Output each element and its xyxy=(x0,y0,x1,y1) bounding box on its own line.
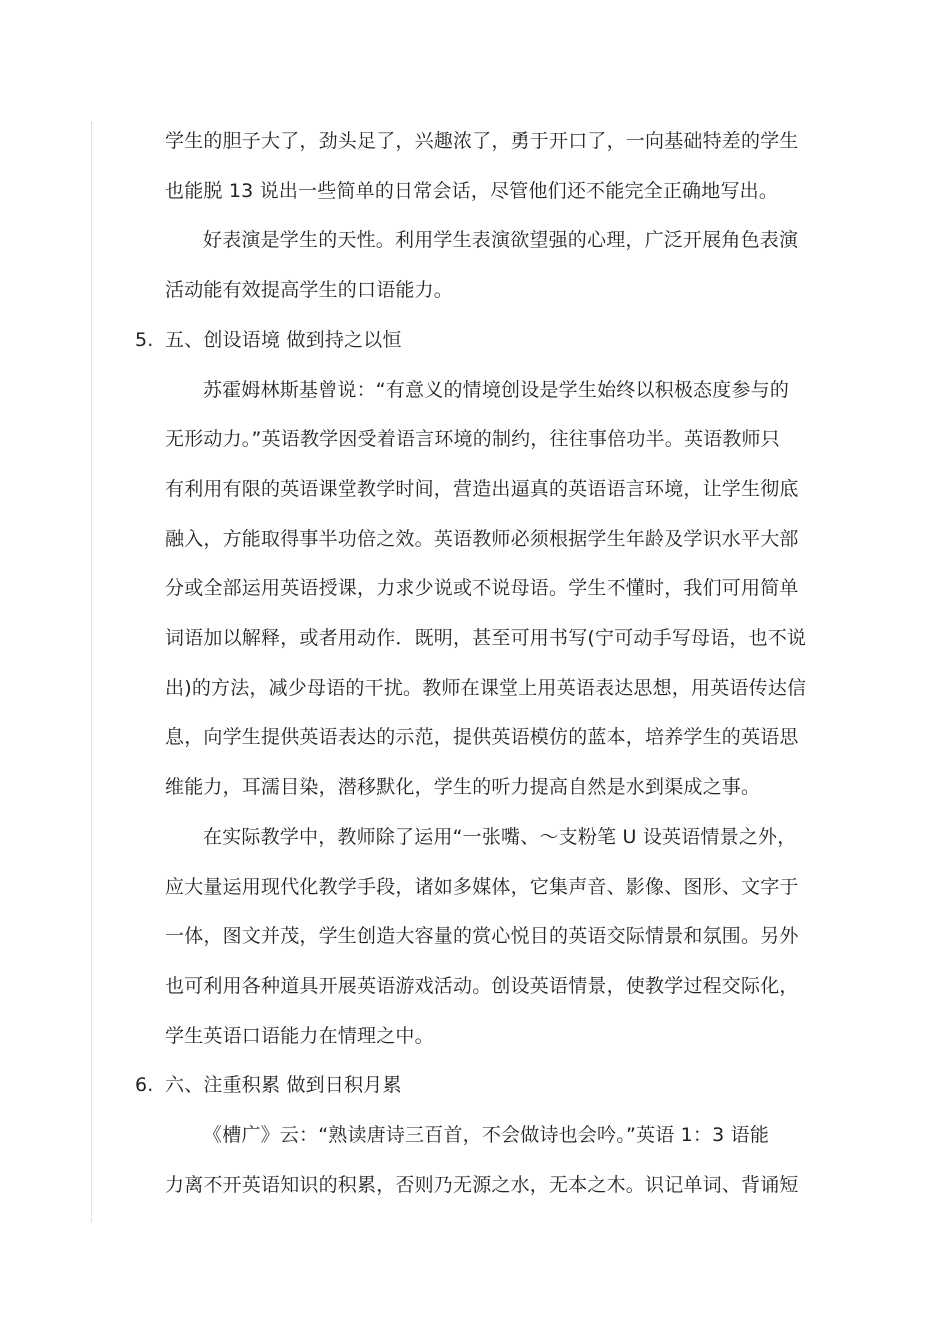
body-line: 词语加以解释，或者用动作．既明，甚至可用书写(宁可动手写母语，也不说 xyxy=(165,627,807,649)
body-line: 也可利用各种道具开展英语游戏活动。创设英语情景，使教学过程交际化， xyxy=(165,975,799,997)
body-line: 活动能有效提高学生的口语能力。 xyxy=(165,279,454,301)
body-line: 也能脱 13 说出一些简单的日常会话，尽管他们还不能完全正确地写出。 xyxy=(165,180,779,202)
body-line: 应大量运用现代化教学手段，诸如多媒体，它集声音、影像、图形、文字于 xyxy=(165,876,799,898)
section-heading-6 xyxy=(135,1070,402,1100)
body-line: 分或全部运用英语授课，力求少说或不说母语。学生不懂时，我们可用简单 xyxy=(165,577,799,599)
section-heading-5 xyxy=(135,325,402,355)
page-margin-guide xyxy=(91,122,92,1222)
section-number: 6. xyxy=(135,1074,154,1096)
body-line: 出)的方法，减少母语的干扰。教师在课堂上用英语表达思想，用英语传达信 xyxy=(165,677,807,699)
paragraph-first-line: 《槽广》云：“熟读唐诗三百首，不会做诗也会吟。”英语 1：3 语能 xyxy=(203,1124,770,1146)
body-line: 一体，图文并茂，学生创造大容量的赏心悦目的英语交际情景和氛围。另外 xyxy=(165,925,799,947)
body-line: 学生英语口语能力在情理之中。 xyxy=(165,1025,434,1047)
section-heading-text: 六、注重积累 做到日积月累 xyxy=(165,1074,402,1096)
section-number: 5. xyxy=(135,329,154,351)
body-line: 有利用有限的英语课堂教学时间，营造出逼真的英语语言环境，让学生彻底 xyxy=(165,478,799,500)
body-line: 无形动力。”英语教学因受着语言环境的制约，往往事倍功半。英语教师只 xyxy=(165,428,780,450)
body-line: 学生的胆子大了，劲头足了，兴趣浓了，勇于开口了，一向基础特差的学生 xyxy=(165,130,799,152)
paragraph-first-line: 苏霍姆林斯基曾说：“有意义的情境创设是学生始终以积极态度参与的 xyxy=(203,379,790,401)
section-heading-text: 五、创设语境 做到持之以恒 xyxy=(165,329,402,351)
paragraph-first-line: 好表演是学生的天性。利用学生表演欲望强的心理，广泛开展角色表演 xyxy=(203,229,799,251)
paragraph-first-line: 在实际教学中，教师除了运用“一张嘴、～支粉笔 U 设英语情景之外， xyxy=(203,826,797,848)
body-line: 力离不开英语知识的积累，否则乃无源之水，无本之木。识记单词、背诵短 xyxy=(165,1174,799,1196)
body-line: 融入，方能取得事半功倍之效。英语教师必须根据学生年龄及学识水平大部 xyxy=(165,528,799,550)
body-line: 息，向学生提供英语表达的示范，提供英语模仿的蓝本，培养学生的英语思 xyxy=(165,726,799,748)
body-line: 维能力，耳濡目染，潜移默化，学生的听力提高自然是水到渠成之事。 xyxy=(165,776,761,798)
